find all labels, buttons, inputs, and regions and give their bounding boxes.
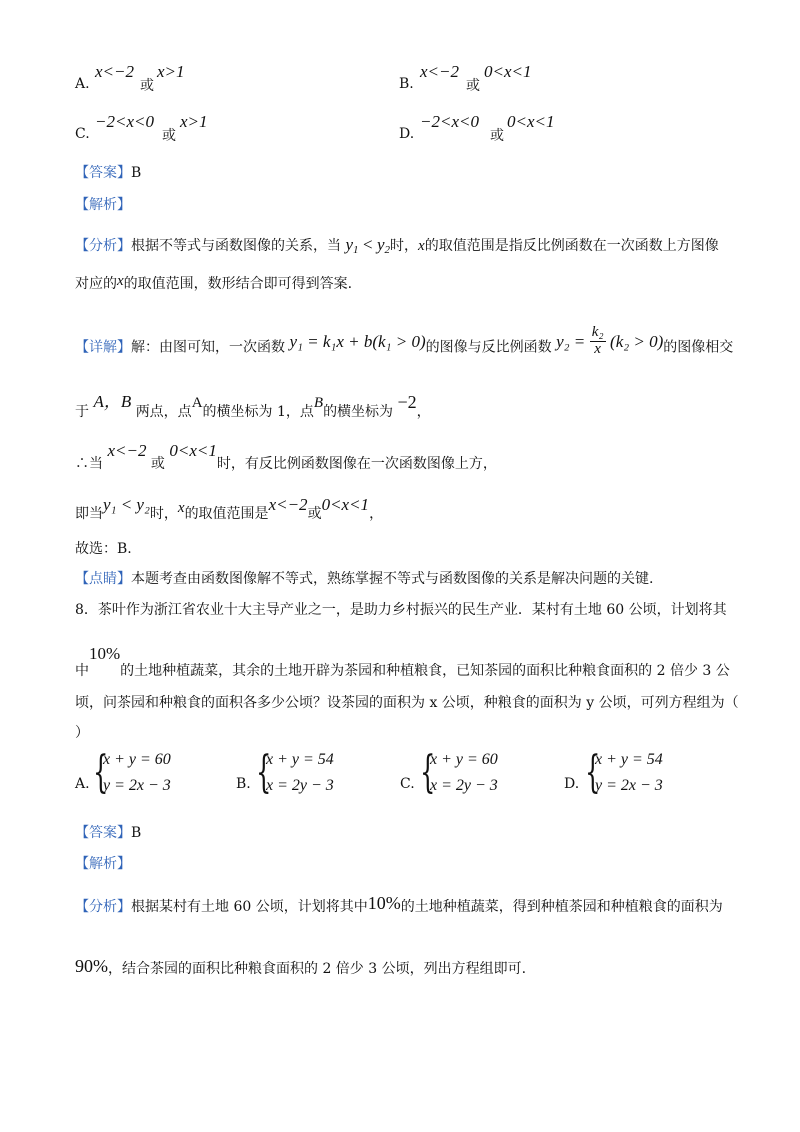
q8-answer-label: 【答案】 <box>75 825 131 841</box>
answer-label: 【答案】 <box>75 165 131 181</box>
xiangjie-eq1: y₁ = k₁x + b(k₁ > 0) <box>289 332 426 352</box>
option-d-or: 或 <box>490 128 504 144</box>
q7-xiangjie-line2 <box>75 392 431 420</box>
q8-line2-b: 的土地种植蔬菜，其余的土地开辟为茶园和种植粮食，已知茶园的面积比种粮食面积的 2 倍少 3 公 <box>120 663 730 679</box>
fenxi-text2: 时， <box>390 238 419 254</box>
xiangjie-eq2-lhs: y₂ = <box>556 332 586 352</box>
xiangjie-line2-a: 于 <box>75 404 89 420</box>
xiangjie-line4-or: 或 <box>307 506 322 522</box>
xiangjie-eq2-cond: (k₂ > 0) <box>610 332 664 352</box>
q8-fenxi-line2-text: ，结合茶园的面积比种粮食面积的 2 倍少 3 公顷，列出方程组即可. <box>108 961 527 977</box>
option-c-expr2: x>1 <box>180 112 208 131</box>
eq2-numerator: k₂ <box>591 324 604 340</box>
q8-line2-pct: 10% <box>89 644 121 663</box>
q8-line2-a: 中 <box>75 663 89 679</box>
q8-option-b-eq2: x = 2y − 3 <box>266 777 334 794</box>
option-d-expr2: 0<x<1 <box>507 112 555 131</box>
xiangjie-line3-e1: x<−2 <box>107 441 147 460</box>
fenxi-line2-a: 对应的 <box>75 276 117 292</box>
q8-option-c-eq1: x + y = 60 <box>430 751 498 768</box>
dianjing-label: 【点睛】 <box>75 571 131 587</box>
q7-answer <box>75 166 141 180</box>
xiangjie-line4-a: 即当 <box>75 506 103 522</box>
option-d-expr1: −2<x<0 <box>420 112 479 131</box>
xiangjie-line4-d: ， <box>369 506 384 522</box>
xiangjie-line4-x: x <box>177 500 185 516</box>
xiangjie-eq2-fraction <box>590 325 606 358</box>
q8-fenxi-text2: 的土地种植蔬菜，得到种植茶园和种植粮食的面积为 <box>400 899 723 915</box>
option-c-or: 或 <box>162 128 176 144</box>
fenxi-line2-x: x <box>117 273 124 289</box>
fenxi-line2-b: 的取值范围，数形结合即可得到答案. <box>123 276 353 292</box>
q8-option-a-brace: { <box>93 747 109 798</box>
q8-option-a-eq2: y = 2x − 3 <box>103 777 171 794</box>
fenxi-text1: 根据不等式与函数图像的关系，当 <box>131 238 341 254</box>
xiangjie-line4-e1: x<−2 <box>268 495 308 514</box>
q8-option-d-brace: { <box>585 747 601 798</box>
q8-option-c-brace: { <box>420 747 436 798</box>
q8-option-b-label: B. <box>236 776 251 792</box>
q8-line4: ） <box>75 725 89 741</box>
q8-option-d-label: D. <box>564 776 580 792</box>
q8-jiexi-label: 【解析】 <box>75 856 131 872</box>
q7-xiangjie-line3 <box>75 441 497 472</box>
q8-option-d-eq2: y = 2x − 3 <box>595 777 663 794</box>
q8-fenxi-text1: 根据某村有土地 60 公顷，计划将其中 <box>131 899 368 915</box>
xiangjie-point-b: B <box>313 395 324 411</box>
q8-option-c-eq2: x = 2y − 3 <box>430 777 498 794</box>
q8-fenxi-line2-pct: 90% <box>75 956 108 976</box>
q8-fenxi-line2 <box>75 958 526 976</box>
q7-fenxi-line2 <box>75 273 353 292</box>
q7-xiangjie-line1 <box>75 324 734 364</box>
option-a-or: 或 <box>140 78 154 94</box>
q7-fenxi <box>75 236 719 256</box>
q8-line2 <box>75 644 730 679</box>
option-c-label: C. <box>75 126 90 142</box>
fenxi-x: x <box>418 238 425 254</box>
xiangjie-line3-or: 或 <box>150 456 165 472</box>
q8-option-a-eq1: x + y = 60 <box>103 751 171 768</box>
xiangjie-line2-c: 的横坐标为 1，点 <box>202 404 314 420</box>
option-a-expr2: x>1 <box>157 62 185 81</box>
q7-xiangjie-line5: 故选：B. <box>75 541 132 557</box>
q8-option-d-eq1: x + y = 54 <box>595 751 663 768</box>
q7-xiangjie-line4 <box>75 495 384 522</box>
q8-line3: 顷，问茶园和种粮食的面积各多少公顷？设茶园的面积为 x 公顷，种粮食的面积为 y 公顷，可列方程组为（ <box>75 695 739 711</box>
xiangjie-line4-e: y₁ < y₂ <box>103 495 150 514</box>
option-a-label: A. <box>75 76 90 92</box>
q8-answer-value: B <box>131 825 142 841</box>
q8-option-c-label: C. <box>400 776 415 792</box>
xiangjie-line3-a: ∴当 <box>75 456 103 472</box>
q7-dianjing <box>75 572 653 586</box>
fenxi-text3: 的取值范围是指反比例函数在一次函数上方图像 <box>424 238 719 254</box>
xiangjie-line3-e2: 0<x<1 <box>169 441 217 460</box>
option-a-expr1: x<−2 <box>95 62 134 81</box>
xiangjie-text2: 的图像与反比例函数 <box>425 339 552 356</box>
option-d-label: D. <box>399 126 415 142</box>
fenxi-label: 【分析】 <box>75 238 131 254</box>
xiangjie-line2-val: −2 <box>397 392 417 412</box>
q8-fenxi-pct: 10% <box>367 893 401 913</box>
xiangjie-line4-c: 的取值范围是 <box>184 506 269 522</box>
xiangjie-line3-b: 时，有反比例函数图像在一次函数图像上方， <box>216 456 497 472</box>
fenxi-lt: < <box>362 235 373 254</box>
eq2-denominator: x <box>594 340 601 357</box>
answer-value: B <box>131 165 142 181</box>
q8-line1: 8．茶叶作为浙江省农业十大主导产业之一，是助力乡村振兴的民生产业．某村有土地 60 公顷，计划将其 <box>75 602 727 618</box>
q8-fenxi-label: 【分析】 <box>75 899 131 915</box>
xiangjie-line2-d: 的横坐标为 <box>323 404 394 420</box>
q8-answer <box>75 826 141 840</box>
option-b-or: 或 <box>466 78 480 94</box>
xiangjie-label: 【详解】 <box>75 339 131 356</box>
xiangjie-line2-ab: A，B <box>93 392 132 411</box>
xiangjie-text3: 的图像相交 <box>663 339 734 356</box>
option-c-expr1: −2<x<0 <box>95 112 154 131</box>
q7-jiexi-label: 【解析】 <box>75 197 131 213</box>
xiangjie-text1: 解：由图可知，一次函数 <box>131 339 285 356</box>
option-b-expr2: 0<x<1 <box>484 62 532 81</box>
xiangjie-line4-e2: 0<x<1 <box>321 495 370 514</box>
fenxi-y2: $y_2$ <box>377 235 391 256</box>
xiangjie-line2-e: ， <box>416 404 431 420</box>
option-b-expr1: x<−2 <box>420 62 459 81</box>
q8-option-b-brace: { <box>256 747 272 798</box>
xiangjie-line2-b: 两点，点 <box>135 404 192 420</box>
q8-option-a-label: A. <box>75 776 90 792</box>
q8-option-b-eq1: x + y = 54 <box>266 751 334 768</box>
fenxi-y1: $y_1$ <box>345 235 359 256</box>
q8-fenxi <box>75 893 723 915</box>
xiangjie-point-a: A <box>191 395 203 411</box>
option-b-label: B. <box>399 76 414 92</box>
xiangjie-line4-b: 时， <box>149 506 178 522</box>
dianjing-text: 本题考查由函数图像解不等式，熟练掌握不等式与函数图像的关系是解决问题的关键. <box>131 571 654 587</box>
